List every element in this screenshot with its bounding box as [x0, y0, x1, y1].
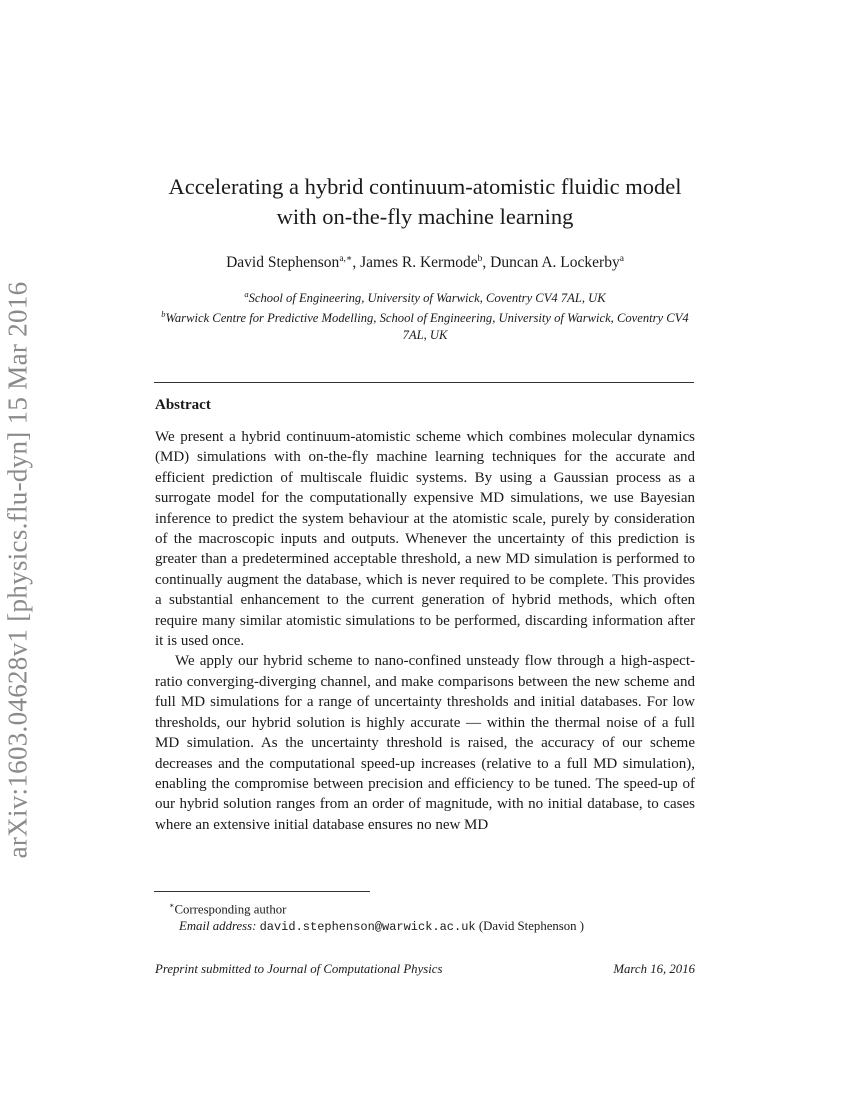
footnote-mark: ∗ [169, 901, 175, 910]
abstract-top-rule [154, 382, 694, 383]
title-line-1: Accelerating a hybrid continuum-atomistic fluidic model [168, 174, 682, 199]
affiliation-a [150, 286, 700, 306]
footnote-email-line [155, 918, 695, 936]
footnote [155, 897, 695, 936]
affiliation-mark: a [244, 289, 249, 299]
affiliation-text: School of Engineering, University of Warwick, Coventry CV4 7AL, UK [248, 291, 606, 306]
affiliation-text: Warwick Centre for Predictive Modelling, School of Engineering, University of Warwick, Coventry CV4 7AL, UK [165, 311, 689, 342]
footnote-corresponding [155, 897, 695, 918]
footnote-rule [154, 891, 370, 892]
email-link[interactable]: david.stephenson@warwick.ac.uk [259, 920, 476, 935]
abstract-paragraph: We present a hybrid continuum-atomistic scheme which combines molecular dynamics (MD) simulations with on-the-fly machine learning techniques for the accurate and efficient prediction of multiscale fluidic systems. By using a Gaussian process as a surrogate model for the computationally expensive MD simulations, we use Bayesian inference to predict the system behaviour at the atomistic scale, purely by consideration of the macroscopic inputs and outputs. Whenever the uncertainty of this prediction is greater than a predetermined acceptable threshold, a new MD simulation is performed to continually augment the database, which is never required to be complete. This provides a substantial enhancement to the current generation of hybrid methods, which often require many similar atomistic simulations to be performed, discarding information after it is used once. [155, 429, 695, 650]
footer-date: March 16, 2016 [613, 962, 695, 976]
author-marks: a,∗ [339, 254, 353, 264]
author-list: David Stephenson$^{a,∗}$, James R. Kermode$^b$, Duncan A. Lockerby$^a$ [226, 254, 624, 272]
footnote-corresponding-text: Corresponding author [174, 902, 287, 917]
abstract-paragraph: We apply our hybrid scheme to nano-confined unsteady flow through a high-aspect-ratio converging-diverging channel, and make comparisons between the new scheme and full MD simulations for a range of uncertainty thresholds and initial databases. For low thresholds, our hybrid solution is highly accurate — within the thermal noise of a full MD simulation. As the uncertainty threshold is raised, the accuracy of our scheme decreases and the computational speed-up increases (relative to a full MD simulation), enabling the compromise between precision and efficiency to be tuned. The speed-up of our hybrid solution ranges from an order of magnitude, with no initial database, to cases where an extensive initial database ensures no new MD [155, 653, 695, 833]
email-label: Email address: [179, 919, 257, 934]
footer-preprint: Preprint submitted to Journal of Computational Physics [155, 962, 443, 976]
affiliation-mark: b [161, 309, 166, 320]
title-line-2: with on-the-fly machine learning [276, 204, 574, 229]
affiliation-b [150, 306, 700, 343]
arxiv-id: arXiv:1603.04628v1 [physics.flu-dyn] 15 Mar 2016 [2, 281, 33, 859]
abstract-body [155, 427, 695, 835]
author-name: Duncan A. Lockerby [490, 254, 620, 272]
email-owner: (David Stephenson ) [478, 919, 585, 934]
author-marks: a [619, 254, 624, 264]
author-marks: b [477, 254, 483, 264]
abstract-heading: Abstract [155, 397, 211, 413]
author-name: James R. Kermode [360, 254, 478, 272]
author-name: David Stephenson [226, 254, 340, 272]
paper-title [100, 172, 750, 232]
affiliations [150, 286, 700, 343]
